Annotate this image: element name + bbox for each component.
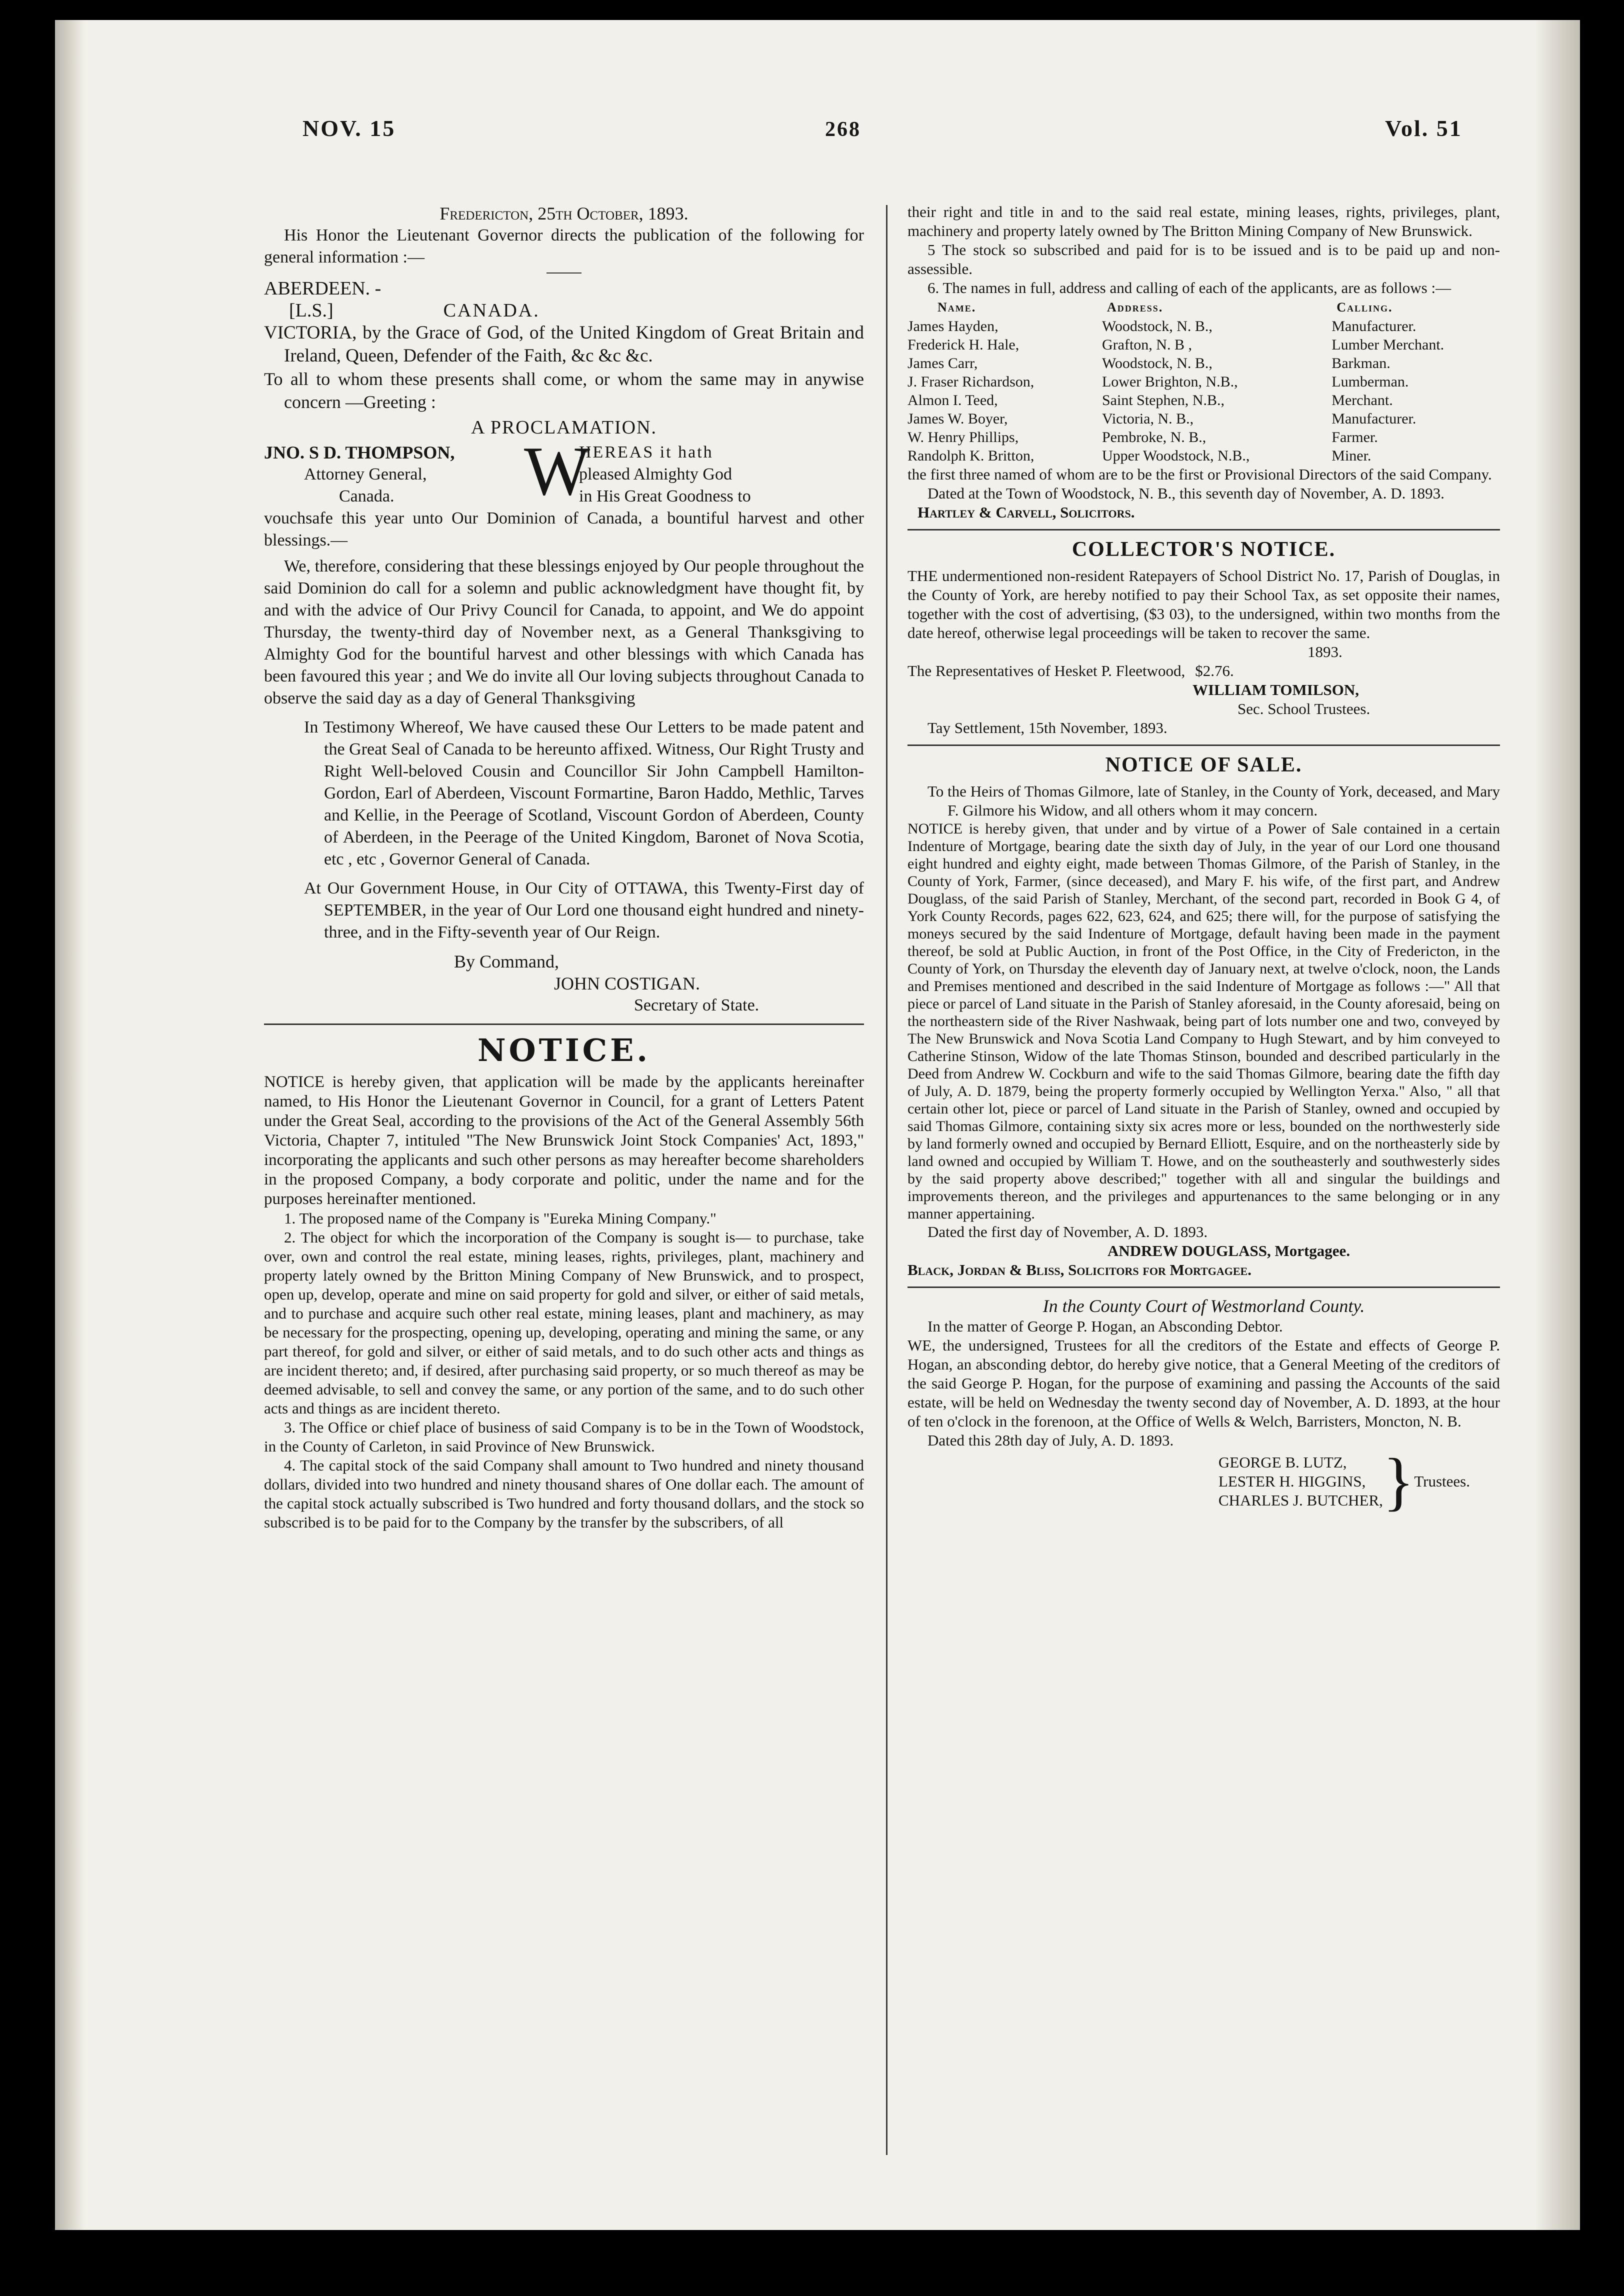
seal-mark: [L.S.]	[289, 300, 334, 321]
notice-item-5: 5 The stock so subscribed and paid for is to be issued and is to be paid up and non-assessible.	[908, 241, 1500, 278]
costigan-name: JOHN COSTIGAN.	[554, 974, 700, 994]
attorney-country: Canada.	[339, 487, 394, 506]
applicant-name: Randolph K. Britton,	[908, 448, 1034, 464]
page-binding-shadow	[55, 20, 85, 2230]
notice-heading: NOTICE.	[477, 1032, 650, 1068]
trustees-brace: }	[1382, 1446, 1414, 1518]
sale-addressees: To the Heirs of Thomas Gilmore, late of Stanley, in the County of York, deceased, and Mary F. Gilmore his Widow, and all others whom it may concern.	[928, 782, 1500, 819]
applicant-calling: Miner.	[1332, 448, 1372, 464]
victoria-style: VICTORIA, by the Grace of God, of the United Kingdom of Great Britain and Ireland, Queen, Defender of the Faith, &c &c &c.	[264, 322, 864, 366]
tomilson-name: WILLIAM TOMILSON,	[1192, 681, 1360, 698]
applicant-address: Victoria, N. B.,	[1102, 410, 1194, 427]
whereas-line: pleased Almighty God	[579, 465, 732, 484]
applicant-name: James Hayden,	[908, 318, 998, 334]
col-header-name: Name.	[938, 300, 976, 314]
applicant-name: James W. Boyer,	[908, 410, 1008, 427]
applicant-name: J. Fraser Richardson,	[908, 374, 1034, 390]
seal-line	[264, 300, 864, 322]
court-heading: In the County Court of Westmorland County.	[1042, 1296, 1365, 1316]
applicant-row	[908, 446, 1500, 465]
applicant-row	[908, 428, 1500, 446]
trustees-label: Trustees.	[1414, 1472, 1470, 1490]
trustee-names	[1218, 1453, 1383, 1510]
trustee-name: GEORGE B. LUTZ,	[1218, 1454, 1347, 1471]
attorney-block	[264, 442, 524, 508]
applicant-name: Almon I. Teed,	[908, 392, 998, 408]
trustees-signature	[908, 1446, 1500, 1518]
applicant-name: Frederick H. Hale,	[908, 336, 1020, 353]
trustee-name: LESTER H. HIGGINS,	[1218, 1472, 1366, 1490]
section-rule	[264, 1024, 864, 1025]
by-command: By Command,	[454, 952, 560, 972]
collector-notice-heading: COLLECTOR'S NOTICE.	[1072, 538, 1336, 561]
ratepayer-name: The Representatives of Hesket P. Fleetwood,	[908, 662, 1186, 680]
header-volume: Vol. 51	[1385, 116, 1462, 141]
applicants-table	[908, 298, 1500, 465]
canada-heading: CANADA.	[443, 300, 540, 321]
applicant-row	[908, 391, 1500, 410]
court-dated: Dated this 28th day of July, A. D. 1893.	[928, 1432, 1174, 1449]
notice-continuation: their right and title in and to the said real estate, mining leases, rights, privileges, plant, machinery and property lately owned by The Britton Mining Company of New Brunswick.	[908, 203, 1500, 240]
applicant-calling: Lumberman.	[1332, 374, 1409, 390]
applicant-address: Saint Stephen, N.B.,	[1102, 392, 1224, 408]
douglass-mortgagee: ANDREW DOUGLASS, Mortgagee.	[1108, 1242, 1350, 1260]
header-page-number: 268	[825, 118, 861, 141]
government-house-paragraph: At Our Government House, in Our City of OTTAWA, this Twenty-First day of SEPTEMBER, in the year of Our Lord one thousand eight hundred and ninety-three, and in the Fifty-seventh year of Our Reign.	[304, 879, 864, 942]
applicant-address: Pembroke, N. B.,	[1102, 429, 1206, 446]
proclamation-dateline: Fredericton, 25th October, 1893.	[440, 204, 688, 224]
aberdeen-signature: ABERDEEN. -	[264, 278, 382, 299]
tay-settlement-dateline: Tay Settlement, 15th November, 1893.	[928, 719, 1168, 736]
collector-year: 1893.	[1308, 643, 1342, 660]
applicant-calling: Barkman.	[1332, 355, 1390, 372]
proclamation-heading: A PROCLAMATION.	[470, 417, 658, 438]
solicitors-black: Black, Jordan & Bliss, Solicitors for Mortgagee.	[908, 1261, 1252, 1278]
applicant-row	[908, 354, 1500, 372]
notice-intro: NOTICE is hereby given, that application will be made by the applicants hereinafter named, to His Honor the Lieutenant Governor in Council, for a grant of Letters Patent under the Great Seal, according to the provisions of the Act of the General Assembly 56th Victoria, Chapter 7, intituled "The New Brunswick Joint Stock Companies' Act, 1893," incorporating the applicants and such other persons as may hereafter become shareholders in the proposed Company, a body corporate and politic, under the name and for the purposes hereinafter mentioned.	[264, 1073, 864, 1208]
left-column	[264, 202, 864, 1532]
header-date: NOV. 15	[302, 116, 396, 141]
attorney-title: Attorney General,	[304, 465, 427, 484]
whereas-continuation: vouchsafe this year unto Our Dominion of Canada, a bountiful harvest and other blessings.—	[264, 509, 864, 550]
collector-notice-body: THE undermentioned non-resident Ratepayers of School District No. 17, Parish of Douglas, in the County of York, are hereby notified to pay their School Tax, as set opposite their names, together with the cost of advertising, ($3 03), to the undersigned, within two months from the date hereof, otherwise legal proceedings will be taken to recover the same.	[908, 567, 1500, 642]
secretary-title: Secretary of State.	[634, 996, 760, 1014]
applicant-address: Lower Brighton, N.B.,	[1102, 374, 1238, 390]
trustee-name: CHARLES J. BUTCHER,	[1218, 1492, 1383, 1509]
notice-item: 2. The object for which the incorporation of the Company is sought is— to purchase, take over, own and control the real estate, mining leases, rights, privileges, plant, machinery and property lately owned by the Britton Mining Company of New Brunswick, and to prospect, open up, develop, operate and mine on said property for gold and silver, or either of said metals, and to purchase and acquire such other real estate, mining leases, plant and machinery, as may be necessary for the prospecting, opening up, developing, operating and mining the same, or any part thereof, for gold and silver, or either of said metals, and to do such other acts and things as are incident thereto; and, if desired, after purchasing said property, or so much thereof as may be deemed advisable, to sell and convey the same, or any portion of the same, and to do such other acts and things as are incident thereto.	[264, 1228, 864, 1417]
we-therefore-paragraph: We, therefore, considering that these blessings enjoyed by Our people throughout the said Dominion do call for a solemn and public acknowledgment have thought fit, by and with the advice of Our Privy Council for Canada, to appoint, and We do appoint Thursday, the twenty-third day of November next, as a General Thanksgiving to Almighty God for the bountiful harvest and other blessings with which Canada has been favoured this year ; and We do invite all Our loving subjects throughout Canada to observe the said day as a day of General Thanksgiving	[264, 557, 864, 708]
whereas-line: in His Great Goodness to	[579, 487, 751, 506]
applicant-address: Grafton, N. B ,	[1102, 336, 1192, 353]
notice-item: 4. The capital stock of the said Company shall amount to Two hundred and ninety thousand dollars, divided into two hundred and ninety thousand shares of One dollar each. The amount of the capital stock actually subscribed is Two hundred and forty thousand dollars, and the stock so subscribed is to be paid for to the Company by the transfer by the subscribers, of all	[264, 1456, 864, 1531]
solicitors-hartley: Hartley & Carvell, Solicitors.	[918, 504, 1135, 521]
short-rule	[546, 272, 582, 274]
applicant-address: Woodstock, N. B.,	[1102, 355, 1212, 372]
applicant-calling: Farmer.	[1332, 429, 1378, 446]
sale-body: NOTICE is hereby given, that under and by virtue of a Power of Sale contained in a certain Indenture of Mortgage, bearing date the sixth day of July, in the year of our Lord one thousand eight hundred and eighty eight, made between Thomas Gilmore, of the Parish of Stanley, in the County of York, Farmer, (since deceased), and Mary F. his wife, of the first part, and Andrew Douglass, of the said Parish of Stanley, Merchant, of the second part, recorded in Book G 4, of York County Records, pages 622, 623, 624, and 625; there will, for the purpose of satisfying the moneys secured by the said Indenture of Mortgage, default having been made in the payment thereof, be sold at Public Auction, in front of the Post Office, in the City of Fredericton, in the County of York, on Thursday the eleventh day of January next, at twelve o'clock, noon, the Lands and Premises mentioned and described in the said Indenture of Mortgage as follows :—" All that piece or parcel of Land situate in the Parish of Stanley aforesaid, in the County aforesaid, being on the northeastern side of the River Nashwaak, being part of lots number one and two, conveyed by The New Brunswick and Nova Scotia Land Company to Hugh Stewart, and by him conveyed to Catherine Stinson, Widow of the late Thomas Stinson, bounded and described particularly in the Deed from Andrew W. Cockburn and wife to the said Thomas Gilmore, bearing date the fifth day of July, A. D. 1879, being the property formerly occupied by Wellington Yerxa." Also, " all that certain other lot, piece or parcel of Land situate in the Parish of Stanley, owned and occupied by said Thomas Gilmore, containing sixty six acres more or less, bounded on the northwesterly side by land formerly owned and occupied by Bernard Elliott, Esquire, and on the northeasterly side by land owned and occupied by William T. Howe, and on the southeasterly and southwesterly sides by the said property above described;" together with all and singular the buildings and improvements thereon, and the privileges and appurtenances to the same belonging or in any manner appertaining.	[908, 820, 1500, 1222]
sale-dated: Dated the first day of November, A. D. 1893.	[928, 1223, 1208, 1240]
ratepayer-row	[908, 662, 1500, 680]
section-rule	[908, 744, 1500, 746]
column-divider	[886, 205, 888, 2155]
section-rule	[908, 1286, 1500, 1288]
applicant-row	[908, 336, 1500, 354]
notice-item: 3. The Office or chief place of business of said Company is to be in the Town of Woodstock, in the County of Carleton, in said Province of New Brunswick.	[264, 1418, 864, 1455]
notice-of-sale-heading: NOTICE OF SALE.	[1105, 754, 1302, 776]
applicant-calling: Lumber Merchant.	[1332, 336, 1444, 353]
proclamation-intro: His Honor the Lieutenant Governor directs the publication of the following for general information :—	[264, 226, 864, 266]
col-header-calling: Calling.	[1336, 300, 1393, 314]
applicant-row	[908, 317, 1500, 336]
court-notice-body: WE, the undersigned, Trustees for all the creditors of the Estate and effects of George P. Hogan, an absconding debtor, do hereby give notice, that a General Meeting of the creditors of the said George P. Hogan, for the purpose of examining and passing the Accounts of the said estate, will be held on Wednesday the twenty second day of November, A. D. 1893, at the hour of ten o'clock in the forenoon, at the Office of Wells & Welch, Barristers, Moncton, N. B.	[908, 1336, 1500, 1430]
applicant-name: James Carr,	[908, 355, 978, 372]
applicant-calling: Manufacturer.	[1332, 410, 1416, 427]
directors-note: the first three named of whom are to be the first or Provisional Directors of the said Company.	[908, 466, 1492, 483]
dated-woodstock: Dated at the Town of Woodstock, N. B., this seventh day of November, A. D. 1893.	[928, 484, 1444, 502]
col-header-address: Address.	[1106, 300, 1164, 314]
applicant-name: W. Henry Phillips,	[908, 429, 1019, 446]
applicant-address: Woodstock, N. B.,	[1102, 318, 1212, 334]
notice-item: 1. The proposed name of the Company is "Eureka Mining Company."	[284, 1210, 716, 1227]
notice-item-6: 6. The names in full, address and calling of each of the applicants, are as follows :—	[928, 279, 1452, 296]
court-matter: In the matter of George P. Hogan, an Absconding Debtor.	[928, 1318, 1283, 1335]
right-column	[908, 202, 1500, 1518]
applicant-row	[908, 410, 1500, 428]
page-edge-shadow	[1535, 20, 1580, 2230]
whereas-line: HEREAS it hath	[579, 443, 714, 462]
applicant-calling: Manufacturer.	[1332, 318, 1416, 334]
to-all-greeting: To all to whom these presents shall come, or whom the same may in anywise concern —Greeting :	[264, 369, 864, 412]
section-rule	[908, 529, 1500, 530]
applicant-row	[908, 372, 1500, 391]
applicants-header-row	[908, 298, 1500, 317]
whereas-lines	[579, 442, 864, 508]
testimony-paragraph: In Testimony Whereof, We have caused these Our Letters to be made patent and the Great Seal of Canada to be hereunto affixed. Witness, Our Right Trusty and Right Well-beloved Cousin and Councillor Sir John Campbell Hamilton-Gordon, Earl of Aberdeen, Viscount Formartine, Baron Haddo, Methlic, Tarves and Kellie, in the Peerage of Scotland, Viscount Gordon of Aberdeen, County of Aberdeen, in the Peerage of the United Kingdom, Baronet of Nova Scotia, etc , etc , Governor General of Canada.	[304, 718, 864, 868]
ratepayer-amount: $2.76.	[1195, 662, 1234, 680]
applicant-calling: Merchant.	[1332, 392, 1393, 408]
tomilson-title: Sec. School Trustees.	[1238, 700, 1370, 718]
whereas-initial: W	[524, 432, 590, 510]
gazette-page	[55, 20, 1580, 2230]
whereas-block	[264, 432, 864, 510]
applicant-address: Upper Woodstock, N.B.,	[1102, 448, 1250, 464]
attorney-name: JNO. S D. THOMPSON,	[264, 442, 455, 462]
